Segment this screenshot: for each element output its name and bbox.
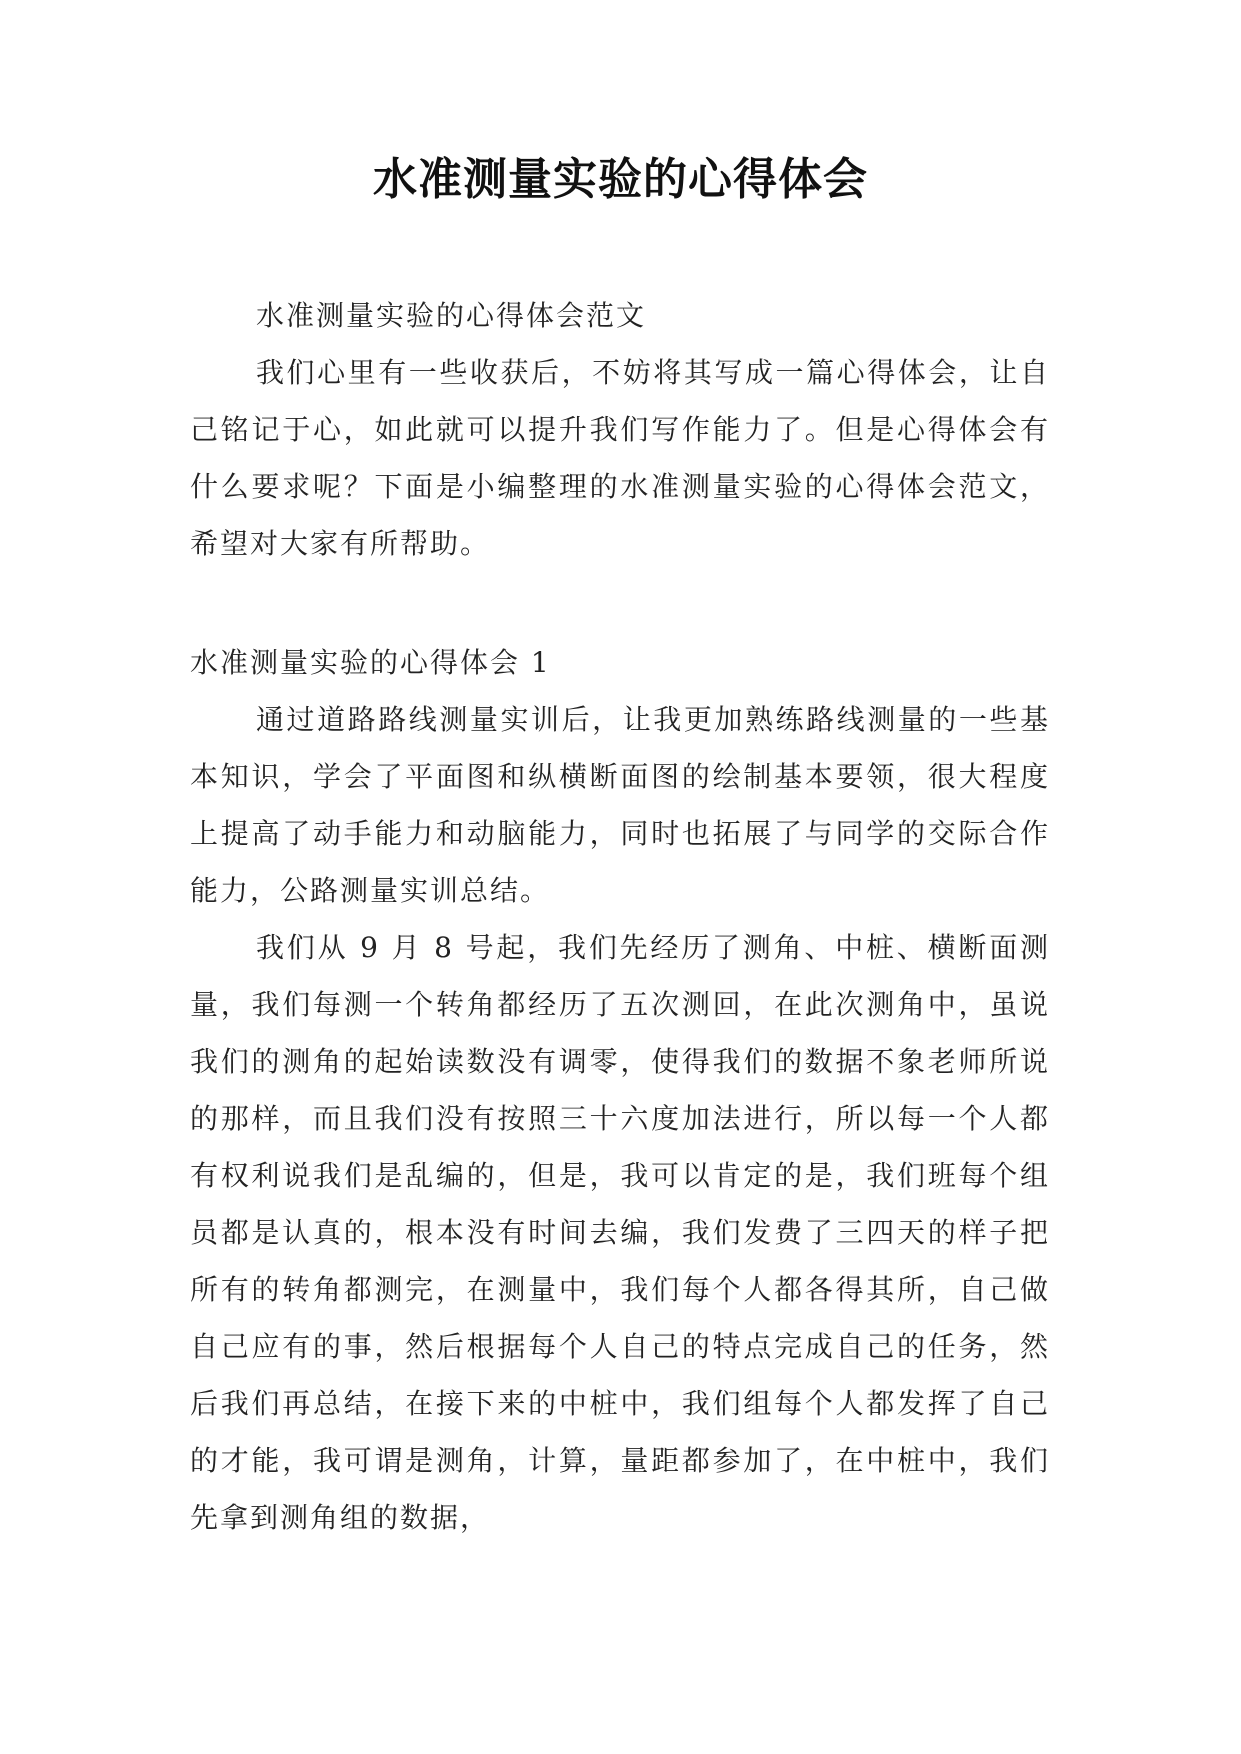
intro-paragraph: 我们心里有一些收获后，不妨将其写成一篇心得体会，让自己铭记于心，如此就可以提升我们写作能力了。但是心得体会有什么要求呢？下面是小编整理的水准测量实验的心得体会范文，希望对大家有所帮助。 [190, 356, 1050, 560]
section-paragraph: 我们从 9 月 8 号起，我们先经历了测角、中桩、横断面测量，我们每测一个转角都经历了五次测回，在此次测角中，虽说我们的测角的起始读数没有调零，使得我们的数据不象老师所说的那样，而且我们没有按照三十六度加法进行，所以每一个人都有权利说我们是乱编的，但是，我可以肯定的是，我们班每个组员都是认真的，根本没有时间去编，我们发费了三四天的样子把所有的转角都测完，在测量中，我们每个人都各得其所，自己做自己应有的事，然后根据每个人自己的特点完成自己的任务，然后我们再总结，在接下来的中桩中，我们组每个人都发挥了自己的才能，我可谓是测角，计算，量距都参加了，在中桩中，我们先拿到测角组的数据， [190, 931, 1050, 1534]
intro-heading: 水准测量实验的心得体会范文 [256, 299, 647, 332]
document-title: 水准测量实验的心得体会 [373, 154, 868, 205]
section-heading: 水准测量实验的心得体会 1 [190, 646, 551, 679]
section-paragraph: 通过道路路线测量实训后，让我更加熟练路线测量的一些基本知识，学会了平面图和纵横断面图的绘制基本要领，很大程度上提高了动手能力和动脑能力，同时也拓展了与同学的交际合作能力，公路测量实训总结。 [190, 703, 1050, 907]
